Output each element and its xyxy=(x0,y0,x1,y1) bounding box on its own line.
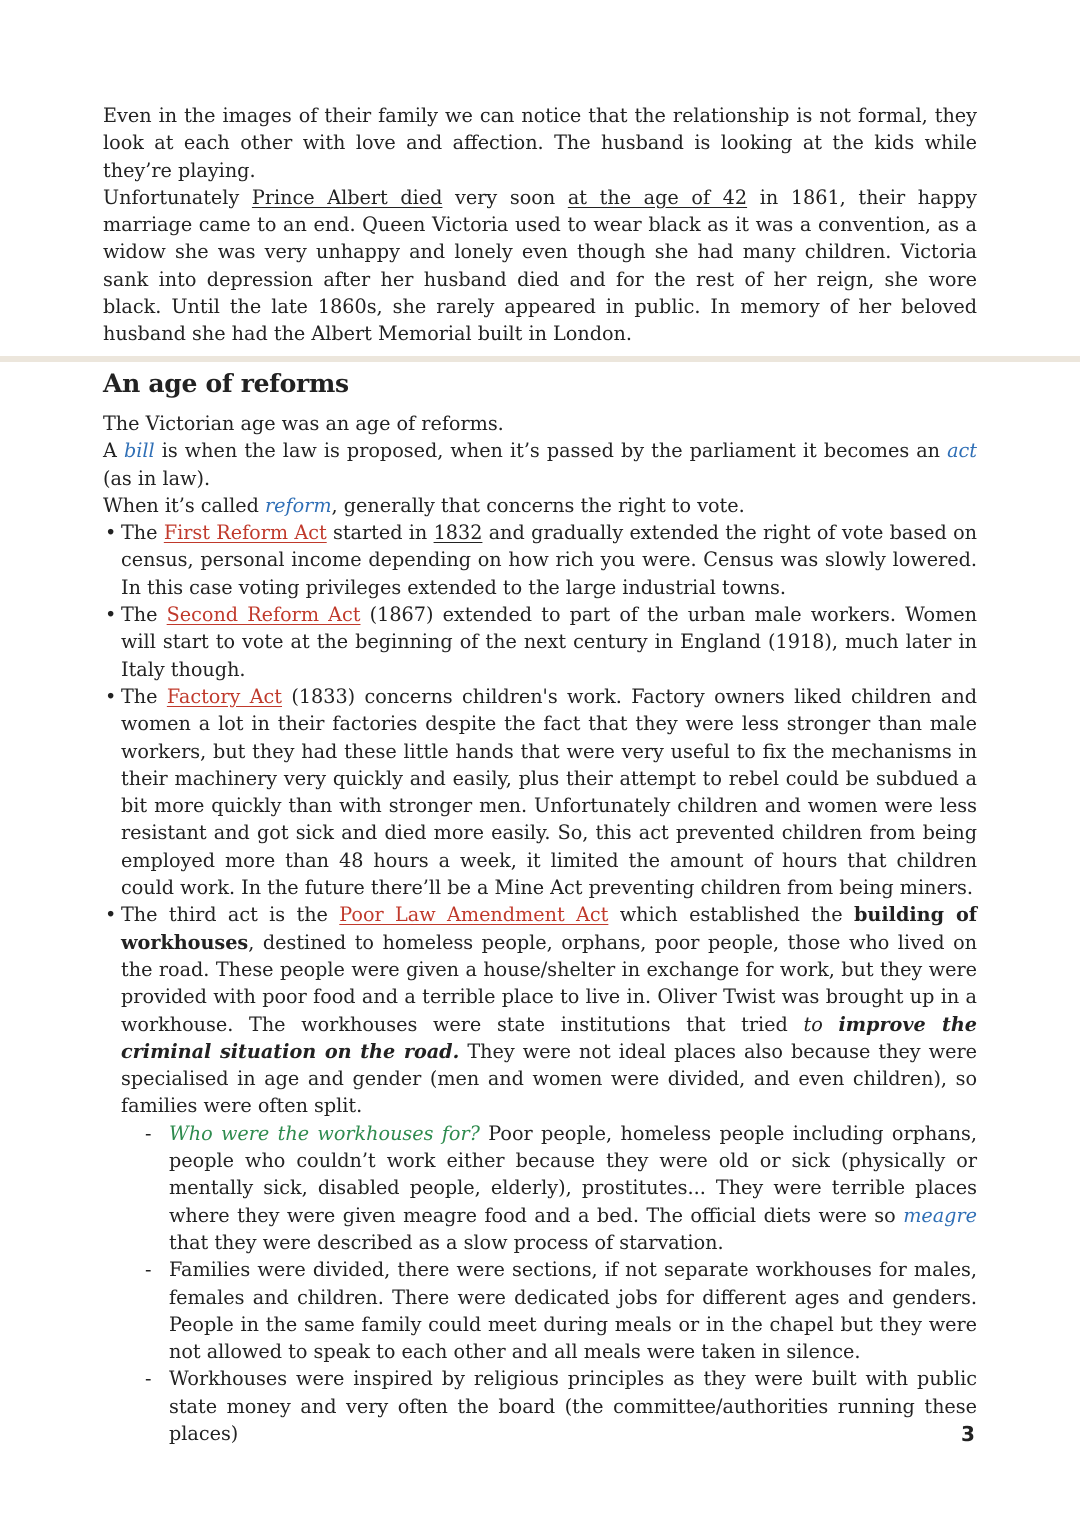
text-span: , generally that concerns the right to vote. xyxy=(331,493,745,517)
text-span: The xyxy=(121,603,167,627)
section-heading: An age of reforms xyxy=(103,369,349,398)
text-span: When it’s called xyxy=(103,493,265,517)
text-span: is when the law is proposed, when it’s passed by the parliament it becomes an xyxy=(154,439,948,463)
text-span: (as in law). xyxy=(103,466,211,490)
question-text: Who were the workhouses for? xyxy=(169,1121,480,1145)
text-span: The xyxy=(121,521,164,545)
act-name: Factory Act xyxy=(166,684,283,708)
list-item-first-reform-act xyxy=(121,519,977,601)
list-item-second-reform-act xyxy=(121,601,977,683)
text-span: which established the xyxy=(608,903,854,927)
text-span: Unfortunately xyxy=(103,185,252,209)
text-span: They were not ideal places also because they were specialised in age and gender (men and women were divided, and even children), so families were often split. xyxy=(121,1039,977,1118)
bold-workhouses: building of workhouses xyxy=(121,903,978,954)
term-act: act xyxy=(947,439,977,463)
act-name: Poor Law Amendment Act xyxy=(339,903,609,927)
bold-italic-criminal-situation: improve the criminal situation on the road. xyxy=(121,1012,977,1063)
list-item-families-divided: - Families were divided, there were sections, if not separate workhouses for males, females and children. There were dedicated jobs for different ages and genders. People in the same family could meet during meals or in the chapel but they were not allowed to speak to each other and all meals were taken in silence. xyxy=(169,1256,977,1365)
reforms-intro: The Victorian age was an age of reforms. xyxy=(103,412,504,435)
list-item-poor-law-act xyxy=(121,901,977,1447)
term-bill: bill xyxy=(123,439,155,463)
text-span: very soon xyxy=(442,185,568,209)
section-divider xyxy=(0,356,1080,362)
bill-definition xyxy=(103,437,977,492)
underlined-age-42: at the age of 42 xyxy=(567,185,748,209)
text-span: The xyxy=(121,684,167,708)
acts-list xyxy=(103,519,977,1447)
underlined-prince-albert-died: Prince Albert died xyxy=(251,185,443,209)
act-name: First Reform Act xyxy=(163,521,327,545)
text-span: in 1861, their happy marriage came to an end. Queen Victoria used to wear black as it was a convention, as a widow she was very unhappy and lonely even though she had many children. Victoria sank into depression after her husband died and for the rest of her reign, she wore black. Until the late 1860s, she rarely appeared in public. In memory of her beloved husband she had the Albert Memorial built in London. xyxy=(103,185,977,346)
text-span: started in xyxy=(326,521,434,545)
text-span: (1833) concerns children's work. Factory owners liked children and women a lot in their factories despite the fact that they were less stronger than male workers, but they had these little hands that were very useful to fix the mechanisms in their machinery very quickly and easily, plus their attempt to rebel could be subdued a bit more quickly than with stronger men. Unfortunately children and women were less resistant and got sick and died more easily. So, this act prevented children from being employed more than 48 hours a week, it limited the amount of hours that children could work. In the future there’ll be a Mine Act preventing children from being miners. xyxy=(121,684,977,900)
text-span: , destined to homeless people, orphans, poor people, those who lived on the road. These people were given a house/shelter in exchange for work, but they were provided with poor food and a terrible place to live in. Oliver Twist was brought up in a workhouse. The workhouses were state institutions that tried xyxy=(121,930,977,1036)
italic-to: to xyxy=(803,1012,839,1036)
reforms-section xyxy=(103,366,977,1447)
text-span: The third act is the xyxy=(121,903,340,927)
text-span: A xyxy=(103,439,124,463)
intro-paragraph-family: Even in the images of their family we can notice that the relationship is not formal, they look at each other with love and affection. The husband is looking at the kids while they’re playing. xyxy=(103,104,977,182)
reform-definition xyxy=(103,492,977,519)
list-item-religious-principles: - Workhouses were inspired by religious principles as they were built with public state money and very often the board (the committee/authorities running these places) xyxy=(169,1365,977,1447)
underlined-year: 1832 xyxy=(433,521,483,545)
workhouse-details-list xyxy=(121,1120,977,1448)
list-item-workhouses-for xyxy=(169,1120,977,1256)
term-meagre: meagre xyxy=(903,1203,977,1227)
page-number: 3 xyxy=(961,1422,975,1446)
intro-block xyxy=(103,102,977,348)
intro-paragraph-albert xyxy=(103,184,977,348)
text-span: (1867) extended to part of the urban male workers. Women will start to vote at the beginning of the next century in England (1918), much later in Italy though. xyxy=(121,603,977,681)
list-item-factory-act xyxy=(121,683,977,901)
text-span: that they were described as a slow process of starvation. xyxy=(169,1230,724,1254)
act-name: Second Reform Act xyxy=(166,603,361,627)
text-span: and gradually extended the right of vote based on census, personal income depending on how rich you were. Census was slowly lowered. In this case voting privileges extended to the large industrial towns. xyxy=(121,521,977,599)
text-span: Poor people, homeless people including orphans, people who couldn’t work either because they were old or sick (physically or mentally sick, disabled people, elderly), prostitutes... They were terrible places where they were given meagre food and a bed. The official diets were so xyxy=(169,1121,978,1227)
term-reform: reform xyxy=(264,493,332,517)
